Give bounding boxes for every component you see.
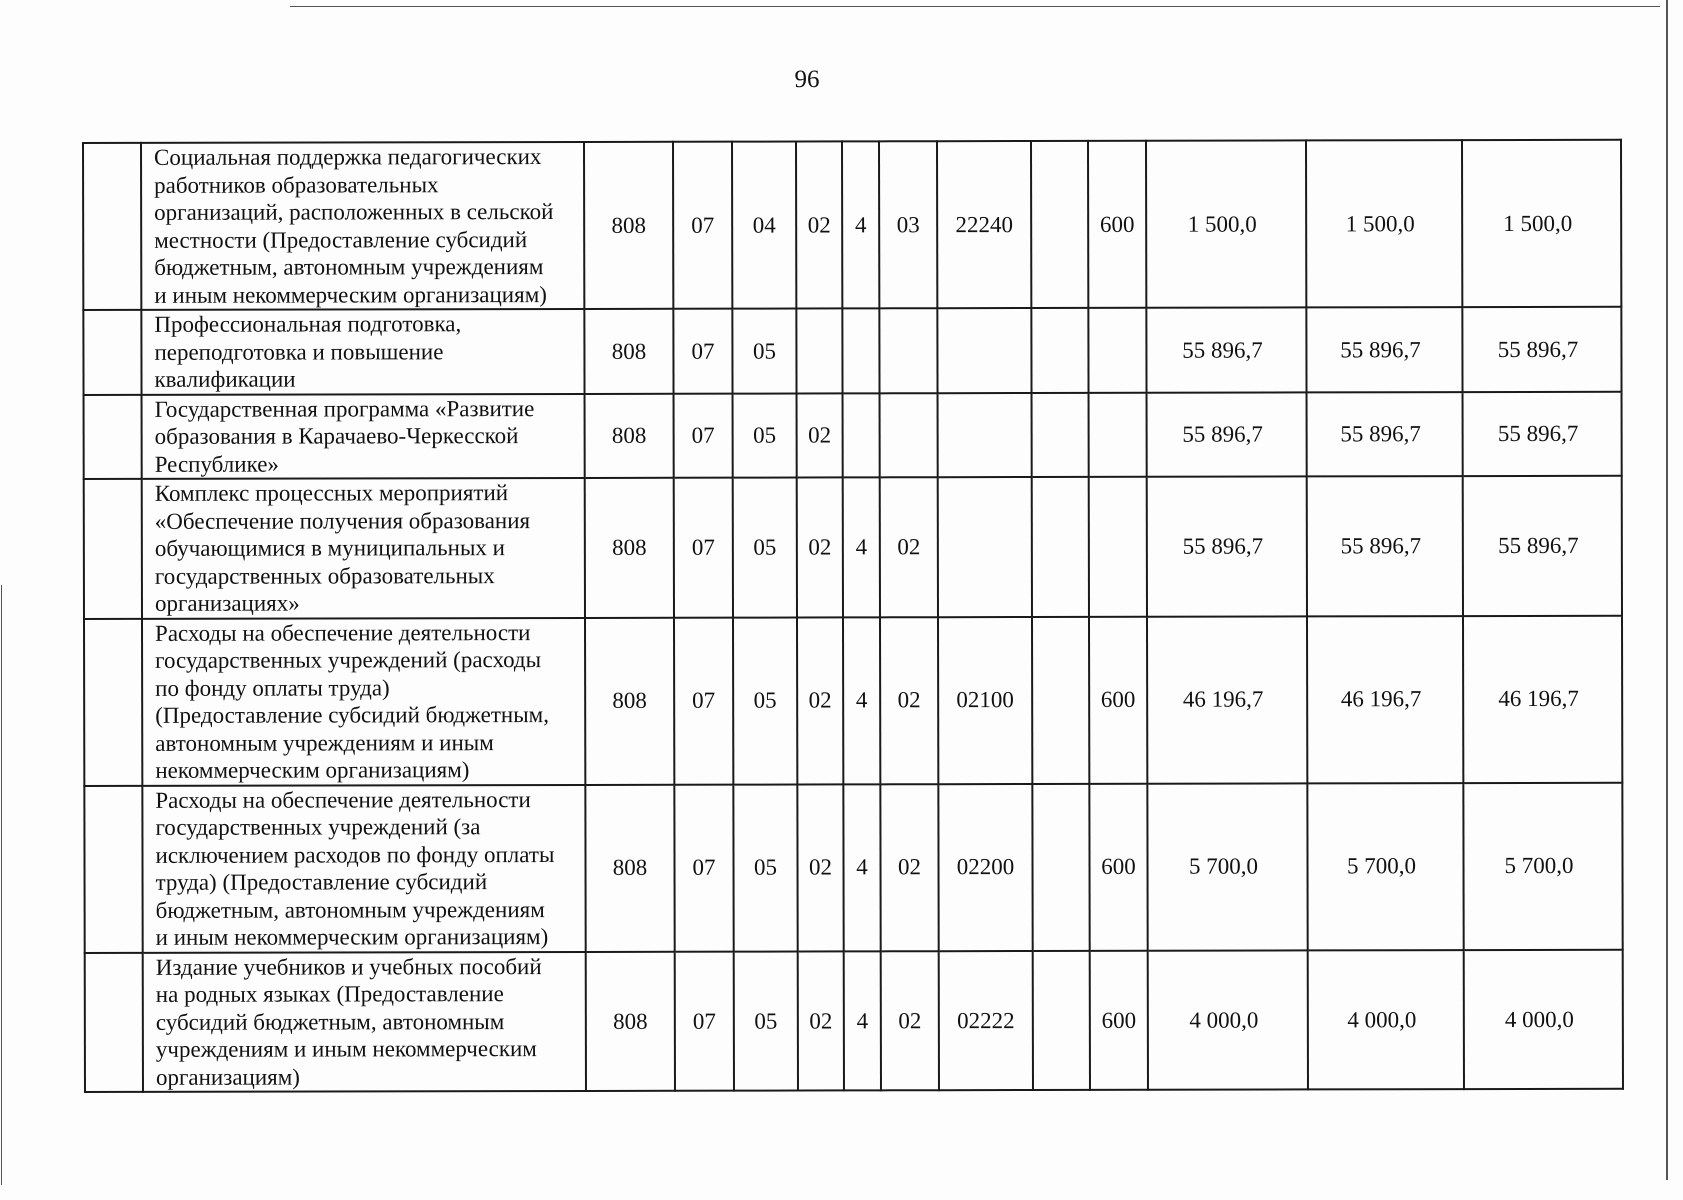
amount-cell-1: 1 500,0	[1146, 140, 1306, 307]
section-code-cell: 07	[673, 142, 732, 309]
type-code-cell: 600	[1088, 141, 1146, 308]
admin-code-cell: 808	[585, 784, 674, 951]
expense-code-cell: 22240	[937, 141, 1031, 308]
table-row	[84, 391, 1622, 479]
amount-cell-3: 4 000,0	[1464, 949, 1623, 1089]
direction-code-cell: 4	[843, 784, 880, 951]
blank-code-cell	[1031, 308, 1088, 393]
section-code-cell: 07	[673, 309, 732, 394]
subsection-code-cell: 04	[732, 142, 796, 309]
expense-code-cell: 02222	[939, 951, 1033, 1091]
amount-cell-1: 55 896,7	[1147, 476, 1307, 616]
amount-cell-2: 55 896,7	[1306, 307, 1462, 392]
table-row	[84, 476, 1622, 619]
activity-code-cell	[880, 393, 938, 478]
direction-code-cell: 4	[843, 477, 880, 617]
section-code-cell: 07	[674, 478, 733, 618]
admin-code-cell: 808	[585, 478, 674, 618]
type-code-cell: 600	[1090, 950, 1148, 1090]
section-code-cell: 07	[674, 393, 733, 478]
admin-code-cell: 808	[584, 309, 673, 394]
row-number-cell	[85, 952, 143, 1092]
description-cell: Расходы на обеспечение деятельности государственных учреждений (за исключением расходов по фонду оплаты труда) (Предоставление субсидий бюджетным, автономным учреждениям и иным некоммерческим организациям)	[142, 784, 585, 952]
row-number-cell	[83, 310, 141, 395]
amount-cell-1: 5 700,0	[1147, 783, 1307, 950]
program-code-cell: 02	[798, 951, 844, 1091]
row-number-cell	[84, 394, 142, 479]
row-number-cell	[83, 143, 141, 310]
row-number-cell	[84, 785, 142, 952]
description-cell: Профессиональная подготовка, переподготовка и повышение квалификации	[141, 309, 584, 394]
budget-table-body	[83, 140, 1623, 1092]
activity-code-cell: 02	[880, 784, 938, 951]
subsection-code-cell: 05	[733, 478, 797, 618]
direction-code-cell	[843, 393, 880, 478]
description-cell: Расходы на обеспечение деятельности государственных учреждений (расходы по фонду оплаты труда) (Предоставление субсидий бюджетным, автономным учреждениям и иным некоммерческим организациям)	[142, 617, 585, 785]
top-scan-line	[290, 6, 1660, 7]
program-code-cell: 02	[796, 141, 842, 308]
amount-cell-3: 1 500,0	[1462, 140, 1621, 307]
page-number: 96	[794, 66, 820, 93]
admin-code-cell: 808	[585, 617, 674, 784]
activity-code-cell: 02	[880, 477, 938, 617]
admin-code-cell: 808	[584, 142, 673, 309]
program-code-cell	[796, 308, 842, 393]
blank-code-cell	[1031, 141, 1088, 308]
description-cell: Государственная программа «Развитие образования в Карачаево-Черкесской Республике»	[142, 393, 585, 478]
amount-cell-1: 55 896,7	[1147, 392, 1307, 477]
subsection-code-cell: 05	[732, 309, 796, 394]
expense-code-cell	[938, 477, 1032, 617]
type-code-cell: 600	[1089, 616, 1147, 783]
activity-code-cell: 03	[879, 141, 937, 308]
expense-code-cell: 02200	[938, 784, 1032, 951]
amount-cell-2: 55 896,7	[1307, 476, 1463, 616]
type-code-cell: 600	[1089, 783, 1147, 950]
amount-cell-2: 55 896,7	[1307, 392, 1463, 477]
table-row	[84, 615, 1622, 785]
activity-code-cell: 02	[881, 951, 939, 1091]
type-code-cell	[1089, 392, 1147, 477]
budget-table	[82, 139, 1624, 1093]
table-row	[83, 307, 1621, 395]
blank-code-cell	[1032, 616, 1089, 783]
subsection-code-cell: 05	[733, 617, 797, 784]
activity-code-cell: 02	[880, 617, 938, 784]
amount-cell-3: 5 700,0	[1463, 782, 1622, 949]
program-code-cell: 02	[797, 784, 843, 951]
type-code-cell	[1088, 308, 1146, 393]
row-number-cell	[84, 618, 142, 785]
amount-cell-3: 46 196,7	[1463, 615, 1622, 782]
table-row	[84, 782, 1622, 952]
section-code-cell: 07	[675, 951, 734, 1091]
activity-code-cell	[879, 308, 937, 393]
description-cell: Социальная поддержка педагогических работников образовательных организаций, расположенных в сельской местности (Предоставление субсидий бюджетным, автономным учреждениям и иным некоммерческим организациям)	[141, 142, 584, 310]
amount-cell-1: 46 196,7	[1147, 616, 1307, 783]
right-scan-line	[1666, 0, 1668, 1180]
program-code-cell: 02	[797, 393, 843, 478]
expense-code-cell	[938, 393, 1032, 478]
expense-code-cell: 02100	[938, 617, 1032, 784]
admin-code-cell: 808	[585, 393, 674, 478]
blank-code-cell	[1032, 783, 1089, 950]
amount-cell-2: 4 000,0	[1308, 950, 1464, 1090]
blank-code-cell	[1032, 477, 1089, 617]
subsection-code-cell: 05	[733, 393, 797, 478]
table-row	[83, 140, 1621, 310]
program-code-cell: 02	[797, 617, 843, 784]
amount-cell-2: 46 196,7	[1307, 616, 1463, 783]
description-cell: Комплекс процессных мероприятий «Обеспечение получения образования обучающимися в муниципальных и государственных образовательных организациях»	[142, 478, 585, 618]
amount-cell-3: 55 896,7	[1463, 476, 1622, 616]
direction-code-cell: 4	[843, 617, 880, 784]
direction-code-cell: 4	[842, 141, 879, 308]
description-cell: Издание учебников и учебных пособий на родных языках (Предоставление субсидий бюджетным, автономным учреждениям и иным некоммерческим организациям)	[143, 951, 586, 1091]
amount-cell-3: 55 896,7	[1462, 307, 1621, 392]
subsection-code-cell: 05	[733, 784, 797, 951]
section-code-cell: 07	[674, 617, 733, 784]
expense-code-cell	[937, 308, 1031, 393]
table-row	[85, 949, 1623, 1092]
left-scan-line	[1, 585, 2, 1185]
row-number-cell	[84, 479, 142, 619]
type-code-cell	[1089, 477, 1147, 617]
blank-code-cell	[1033, 950, 1090, 1090]
section-code-cell: 07	[674, 784, 733, 951]
amount-cell-2: 1 500,0	[1306, 140, 1462, 307]
admin-code-cell: 808	[586, 951, 675, 1091]
direction-code-cell	[842, 308, 879, 393]
amount-cell-1: 4 000,0	[1148, 950, 1308, 1090]
amount-cell-3: 55 896,7	[1463, 391, 1622, 476]
subsection-code-cell: 05	[734, 951, 798, 1091]
amount-cell-2: 5 700,0	[1307, 783, 1463, 950]
direction-code-cell: 4	[844, 951, 881, 1091]
amount-cell-1: 55 896,7	[1146, 307, 1306, 392]
program-code-cell: 02	[797, 477, 843, 617]
blank-code-cell	[1032, 392, 1089, 477]
